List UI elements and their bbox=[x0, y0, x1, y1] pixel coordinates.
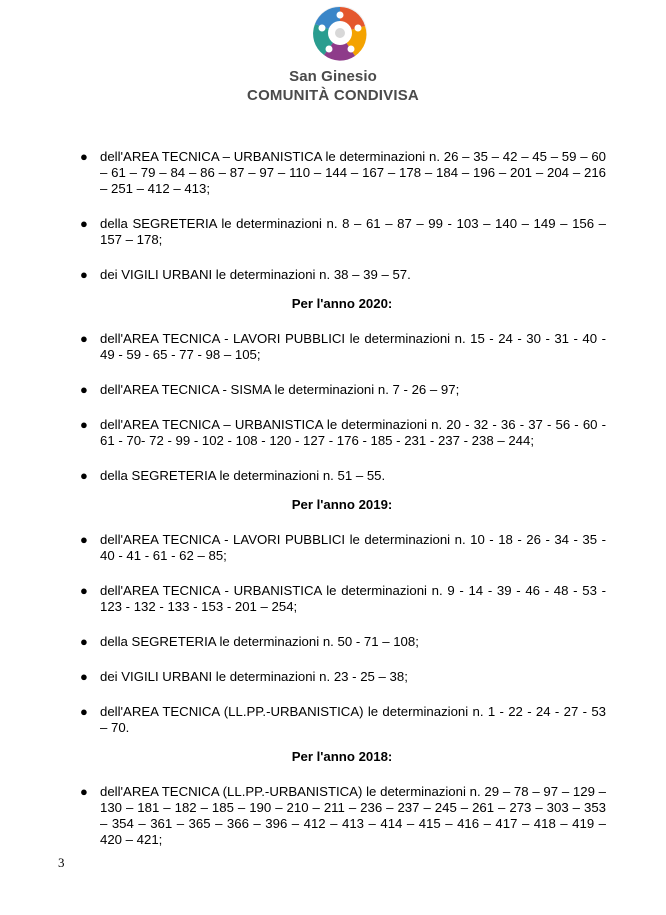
list-item bbox=[78, 216, 606, 248]
list-item bbox=[78, 532, 606, 564]
bullet-icon: ● bbox=[80, 149, 88, 164]
list-item-text: della SEGRETERIA le determinazioni n. 50 - 71 – 108; bbox=[100, 634, 419, 649]
bullet-icon: ● bbox=[80, 417, 88, 432]
list-item-text: dell'AREA TECNICA - URBANISTICA le determinazioni n. 9 - 14 - 39 - 46 - 48 - 53 - 123 - 132 - 133 - 153 - 201 – 254; bbox=[100, 583, 606, 614]
list-item-text: della SEGRETERIA le determinazioni n. 51 – 55. bbox=[100, 468, 386, 483]
document-body bbox=[78, 149, 606, 848]
list-item bbox=[78, 417, 606, 449]
bullet-icon: ● bbox=[80, 382, 88, 397]
list-item bbox=[78, 634, 606, 650]
bullet-icon: ● bbox=[80, 468, 88, 483]
section-heading-2018: Per l'anno 2018: bbox=[291, 749, 393, 764]
list-item-text: della SEGRETERIA le determinazioni n. 8 – 61 – 87 – 99 - 103 – 140 – 149 – 156 – 157 – 178; bbox=[100, 216, 606, 247]
bullet-icon: ● bbox=[80, 331, 88, 346]
list-item-text: dell'AREA TECNICA - SISMA le determinazioni n. 7 - 26 – 97; bbox=[100, 382, 460, 397]
community-logo-icon bbox=[309, 4, 371, 62]
org-name-line2: COMUNITÀ CONDIVISA bbox=[247, 87, 419, 104]
list-item bbox=[78, 149, 606, 197]
section-heading-2019: Per l'anno 2019: bbox=[291, 497, 393, 512]
list-item bbox=[78, 669, 606, 685]
list-item bbox=[78, 382, 606, 398]
list-item-text: dei VIGILI URBANI le determinazioni n. 38 – 39 – 57. bbox=[100, 267, 411, 282]
list-item-text: dell'AREA TECNICA (LL.PP.-URBANISTICA) le determinazioni n. 1 - 22 - 24 - 27 - 53 – 70. bbox=[100, 704, 606, 735]
list-item-text: dell'AREA TECNICA - LAVORI PUBBLICI le determinazioni n. 15 - 24 - 30 - 31 - 40 - 49 - 59 - 65 - 77 - 98 – 105; bbox=[100, 331, 606, 362]
list-item bbox=[78, 704, 606, 736]
page-header bbox=[0, 0, 666, 110]
bullet-icon: ● bbox=[80, 532, 88, 547]
bullet-icon: ● bbox=[80, 634, 88, 649]
bullet-icon: ● bbox=[80, 784, 88, 799]
list-item bbox=[78, 267, 606, 283]
bullet-icon: ● bbox=[80, 669, 88, 684]
page-number: 3 bbox=[58, 855, 65, 870]
list-item bbox=[78, 468, 606, 484]
bullet-icon: ● bbox=[80, 267, 88, 282]
section-heading-2020: Per l'anno 2020: bbox=[291, 296, 393, 311]
list-item-text: dei VIGILI URBANI le determinazioni n. 23 - 25 – 38; bbox=[100, 669, 408, 684]
list-item-text: dell'AREA TECNICA – URBANISTICA le determinazioni n. 20 - 32 - 36 - 37 - 56 - 60 - 61 - 70- 72 - 99 - 102 - 108 - 120 - 127 - 176 - 185 - 231 - 237 - 238 – 244; bbox=[100, 417, 606, 448]
org-name-line1: San Ginesio bbox=[289, 68, 377, 85]
bullet-icon: ● bbox=[80, 583, 88, 598]
bullet-icon: ● bbox=[80, 704, 88, 719]
list-item-text: dell'AREA TECNICA - LAVORI PUBBLICI le determinazioni n. 10 - 18 - 26 - 34 - 35 - 40 - 41 - 61 - 62 – 85; bbox=[100, 532, 606, 563]
list-item bbox=[78, 583, 606, 615]
list-item bbox=[78, 784, 606, 848]
list-item bbox=[78, 331, 606, 363]
list-item-text: dell'AREA TECNICA (LL.PP.-URBANISTICA) le determinazioni n. 29 – 78 – 97 – 129 – 130 – 181 – 182 – 185 – 190 – 210 – 211 – 236 – 237 – 245 – 261 – 273 – 303 – 353 – 354 – 361 – 365 – 366 – 396 – 412 – 413 – 414 – 415 – 416 – 417 – 418 – 419 – 420 – 421; bbox=[100, 784, 606, 847]
list-item-text: dell'AREA TECNICA – URBANISTICA le determinazioni n. 26 – 35 – 42 – 45 – 59 – 60 – 61 – 79 – 84 – 86 – 87 – 97 – 110 – 144 – 167 – 178 – 184 – 196 – 201 – 204 – 216 – 251 – 412 – 413; bbox=[100, 149, 606, 196]
bullet-icon: ● bbox=[80, 216, 88, 231]
